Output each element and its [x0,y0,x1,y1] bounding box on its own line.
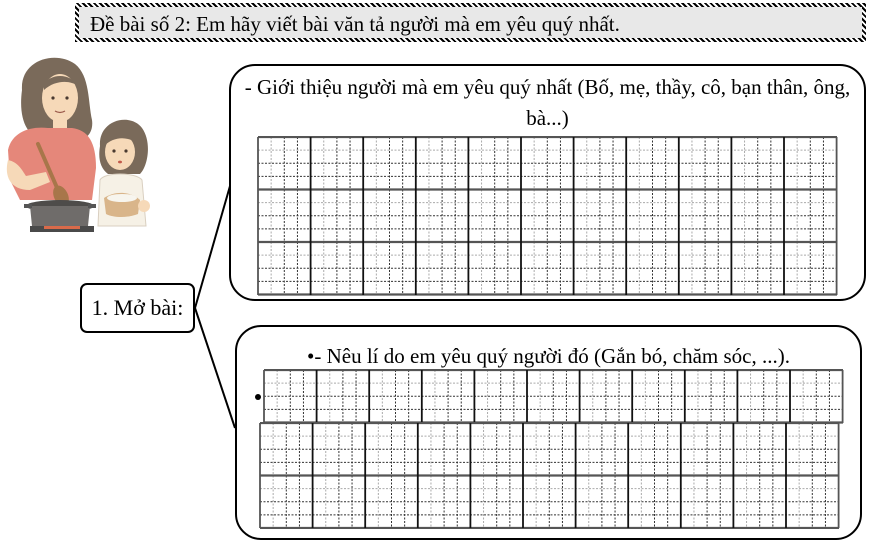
writing-grid-2-top[interactable] [263,369,844,424]
writing-grid-2-bottom[interactable] [259,422,840,529]
intro-point-text-1: - Giới thiệu người mà em yêu quý nhất (Bố, mẹ, thầy, cô, bạn thân, ông, bà...) [244,75,851,130]
mother-child-cooking-illustration [0,50,170,232]
intro-point-text-2: •- Nêu lí do em yêu quý người đó (Gắn bó, chăm sóc, ...). [307,344,790,368]
section-label: 1. Mở bài: [91,295,184,320]
assignment-title-banner [75,3,866,42]
writing-grid-1[interactable] [257,136,838,296]
assignment-title: Đề bài số 2: Em hãy viết bài văn tả người mà em yêu quý nhất. [90,12,620,36]
stray-bullet [255,394,261,400]
section-label-box [80,283,195,333]
